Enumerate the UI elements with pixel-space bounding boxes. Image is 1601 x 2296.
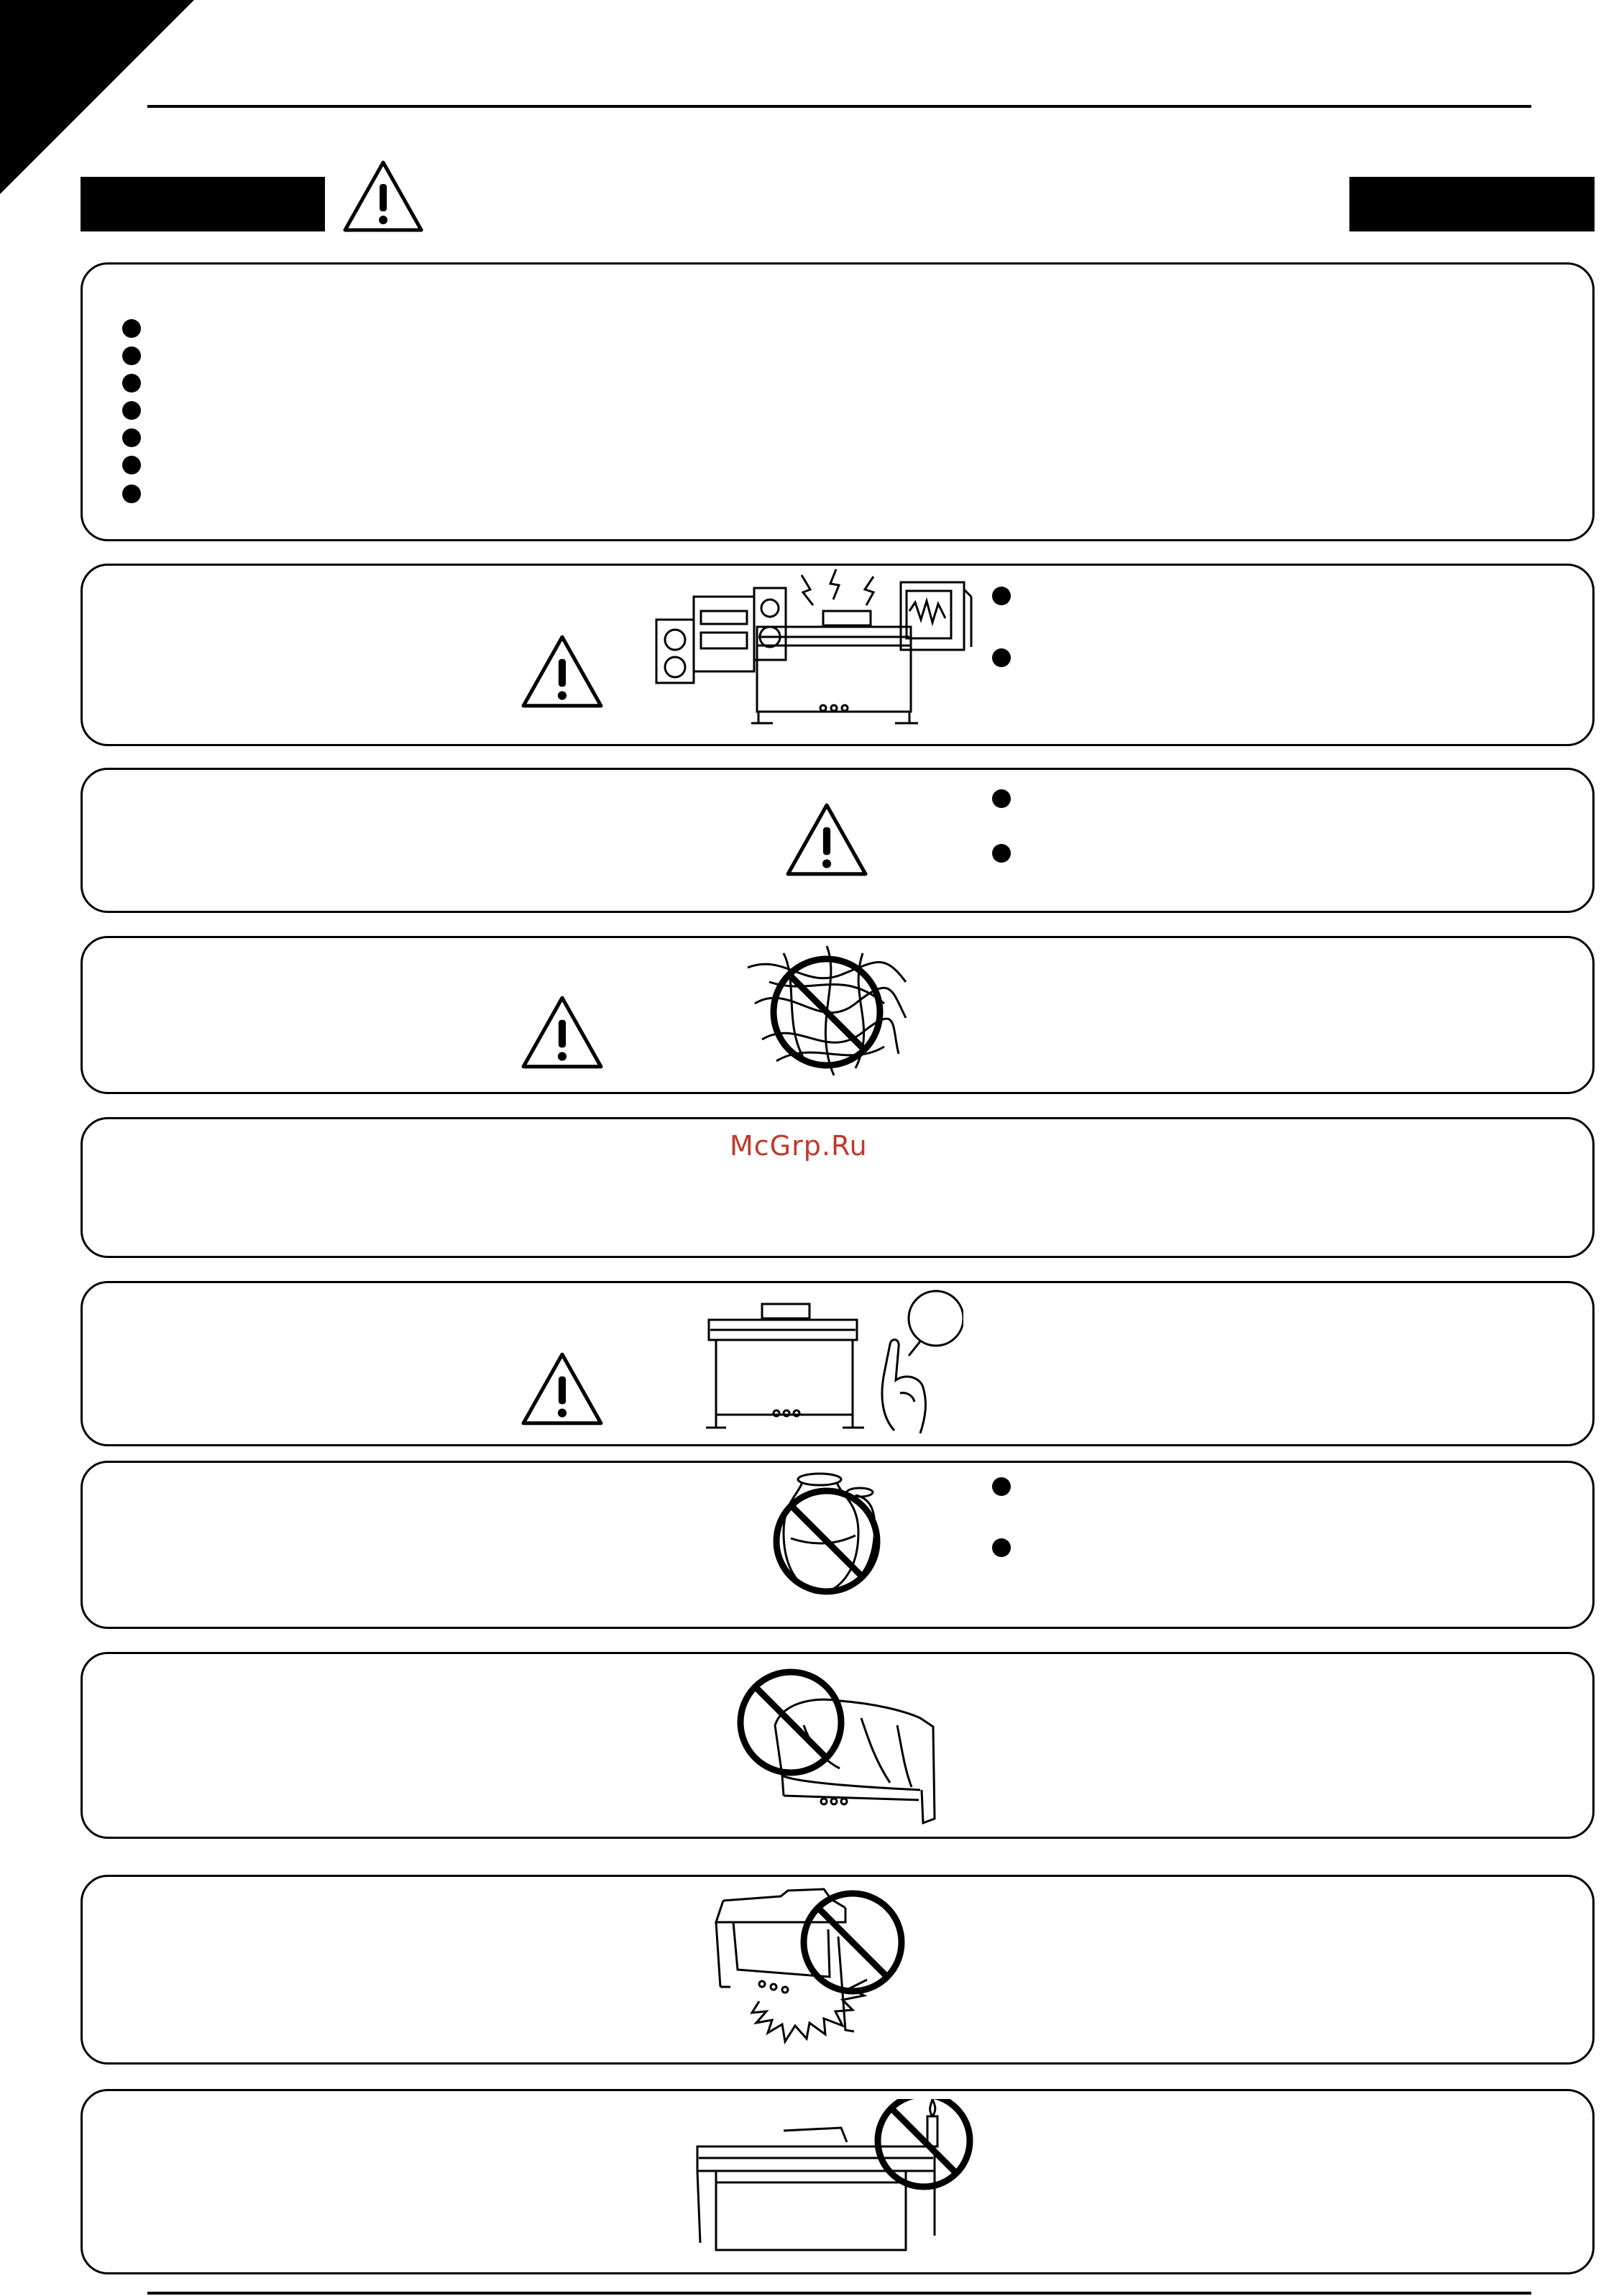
bullet-icon: [122, 374, 141, 392]
warning-triangle-icon: [520, 634, 604, 709]
bullet-icon: [992, 1477, 1011, 1496]
bullet-icon: [122, 401, 141, 420]
liquid-vase-prohibited: [769, 1466, 884, 1603]
bullet-icon: [122, 456, 141, 474]
piano-tipping-prohibited: [702, 1879, 932, 2059]
top-rule: [147, 105, 1531, 108]
bullet-icon: [122, 428, 141, 447]
covered-piano-prohibited: [732, 1661, 940, 1833]
piano-near-stereo-and-tv: [651, 568, 974, 733]
notice-box-1: [81, 262, 1595, 541]
candle-on-piano-prohibited: [690, 2099, 978, 2279]
tangled-cords-prohibited: [740, 939, 913, 1085]
bullet-icon: [122, 346, 141, 365]
bullet-icon: [122, 319, 141, 338]
warning-triangle-icon: [520, 995, 604, 1070]
bullet-icon: [992, 789, 1011, 808]
warning-triangle-icon: [520, 1351, 604, 1426]
bullet-icon: [992, 844, 1011, 863]
warning-triangle-icon: [785, 802, 868, 877]
bullet-icon: [992, 1538, 1011, 1557]
warning-triangle-icon: [342, 160, 424, 233]
bullet-icon: [992, 648, 1011, 667]
corner-tab: [0, 0, 194, 194]
bottom-rule: [147, 2292, 1531, 2295]
header-bar-left: [81, 177, 325, 231]
bullet-icon: [122, 485, 141, 503]
header-bar-right: [1349, 177, 1595, 231]
bullet-icon: [992, 587, 1011, 605]
piano-and-pointing-hand: [705, 1287, 963, 1438]
watermark: McGrp.Ru: [730, 1130, 868, 1162]
